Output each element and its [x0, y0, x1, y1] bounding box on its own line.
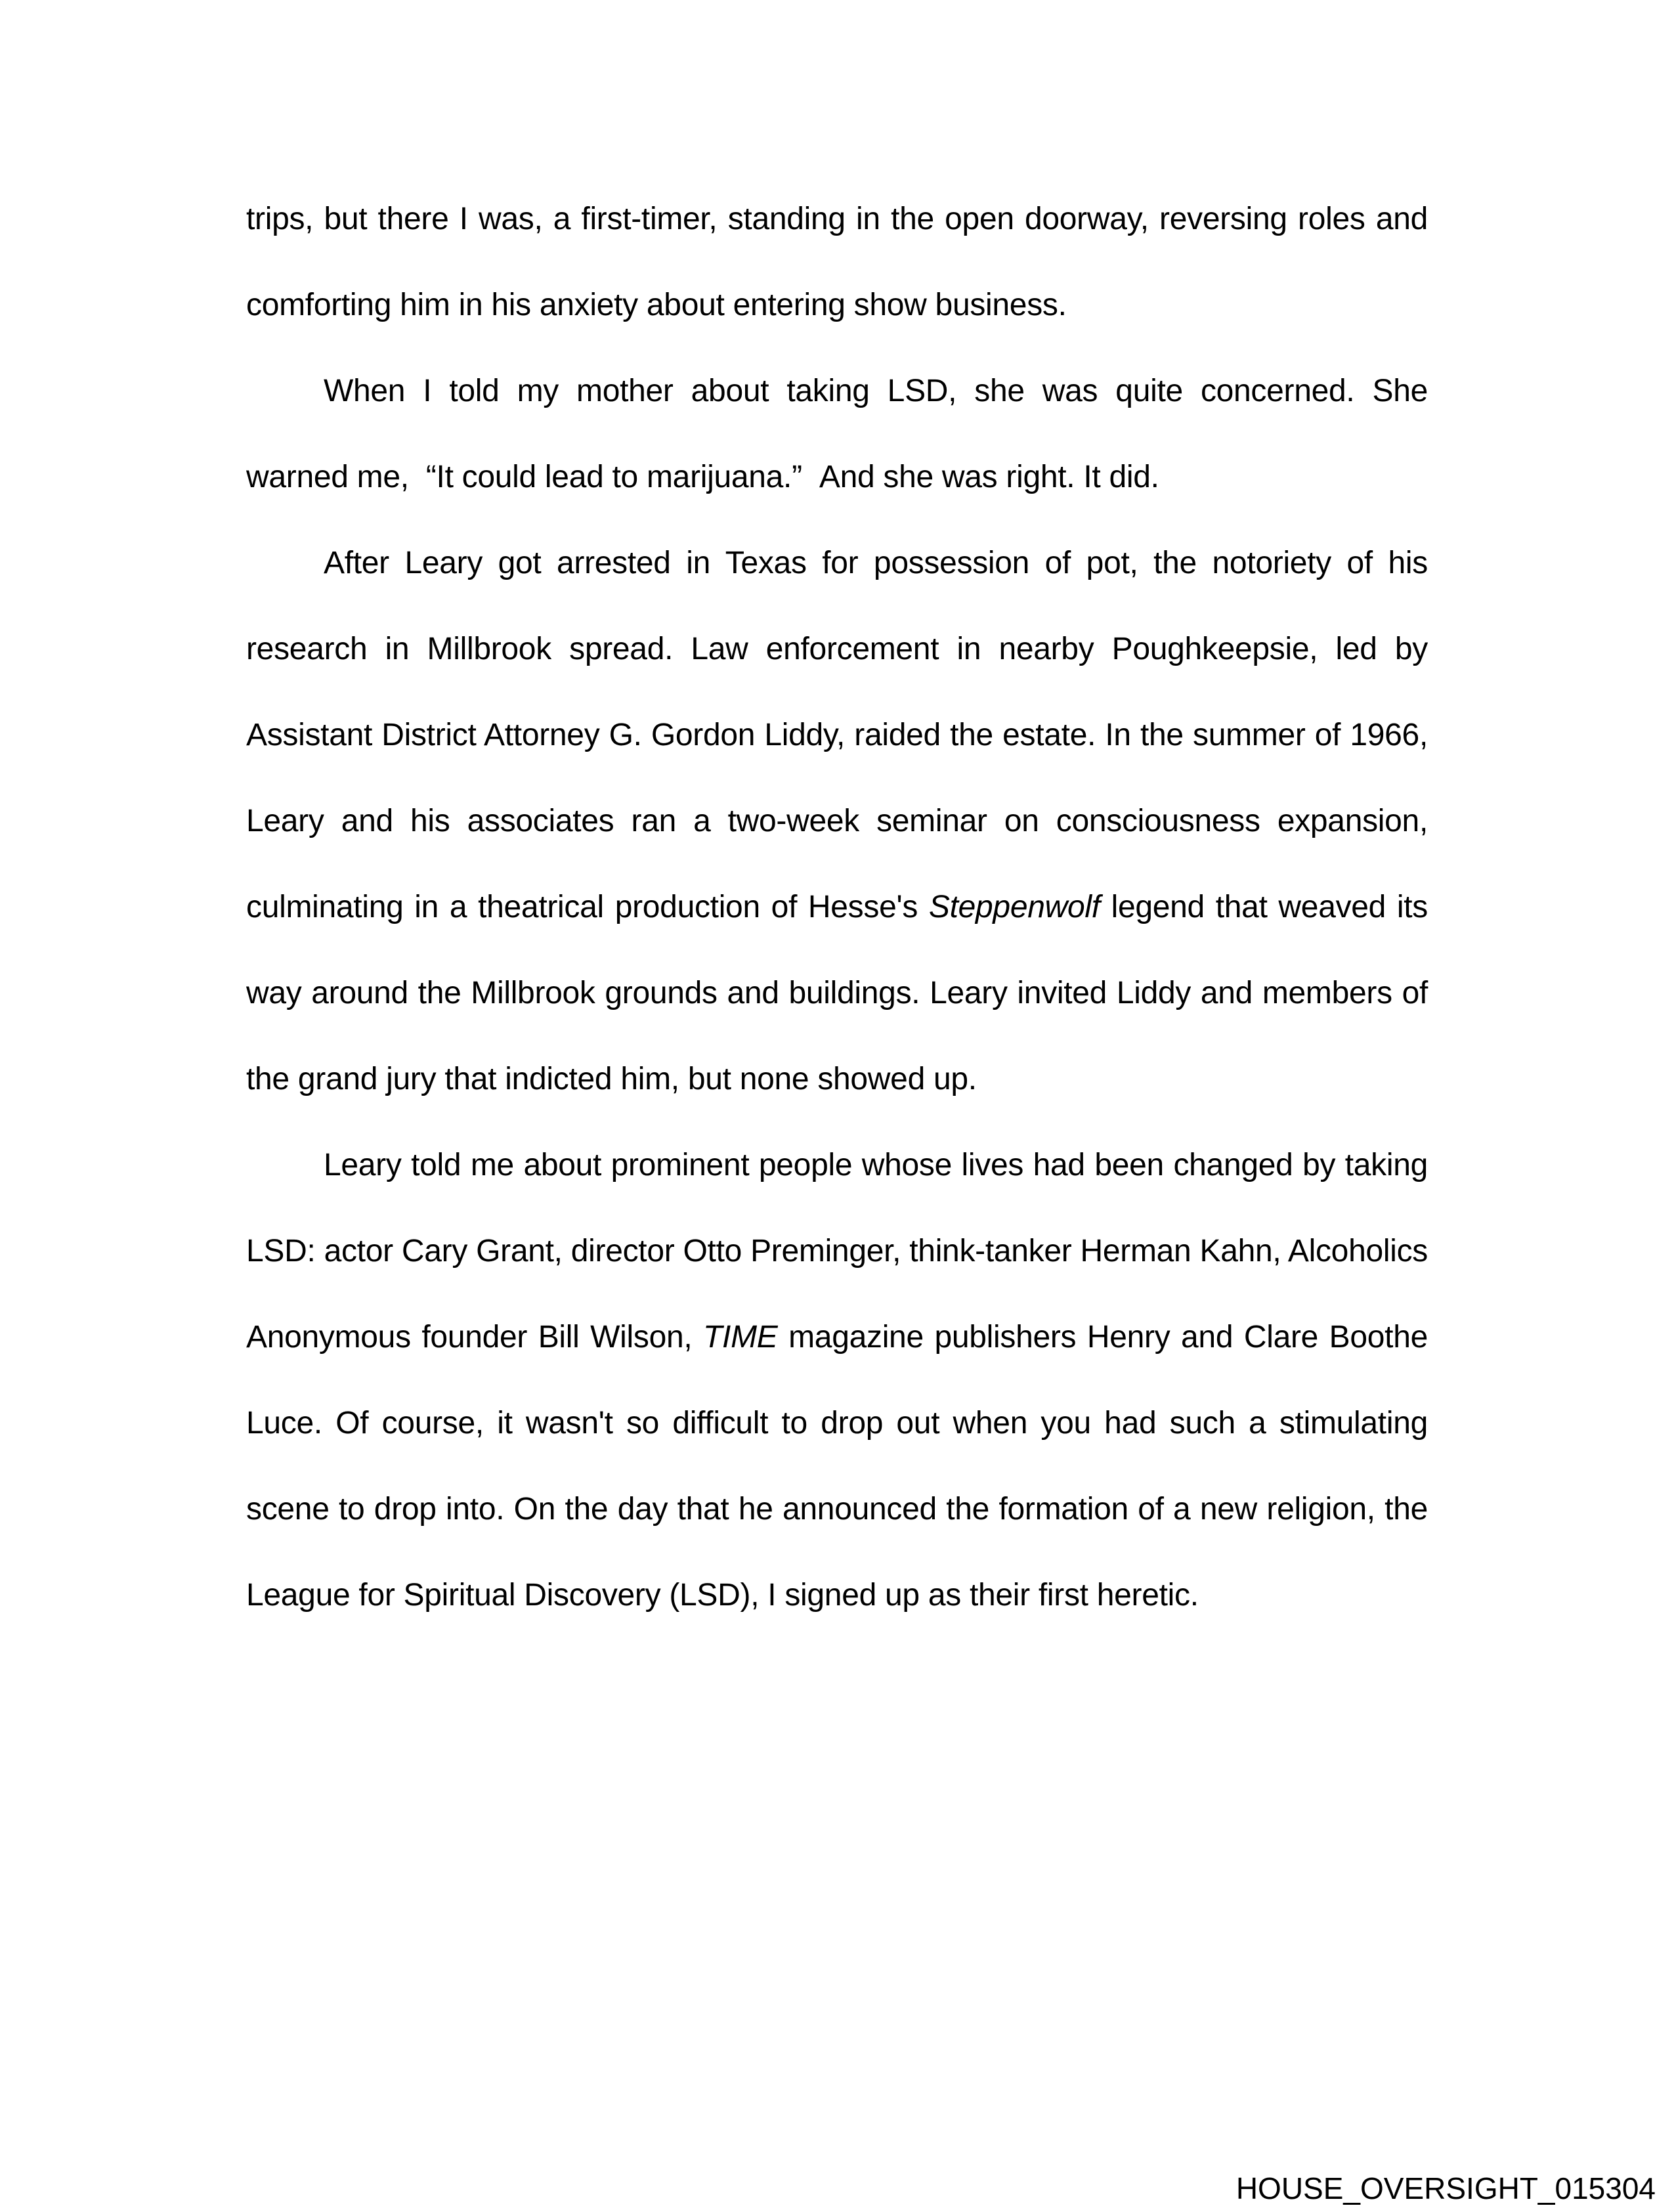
text-segment: Leary told me about prominent people whose lives had been changed by taking LSD: actor Cary Grant, director Otto Preminger, think-tanker Herman Kahn, Alcoholics Anonymous founder Bill Wilson,	[246, 1148, 1428, 1355]
text-segment: When I told my mother about taking LSD, she was quite concerned. She warned me, “It could lead to marijuana.” And she was right. It did.	[246, 374, 1428, 494]
italic-text-segment: TIME	[703, 1320, 778, 1355]
italic-text-segment: Steppenwolf	[928, 890, 1100, 924]
paragraph	[246, 348, 1428, 520]
paragraph	[246, 176, 1428, 348]
document-body	[246, 176, 1428, 1638]
text-segment: After Leary got arrested in Texas for possession of pot, the notoriety of his research in Millbrook spread. Law enforcement in nearby Poughkeepsie, led by Assistant District Attorney G. Gordon Liddy, raided the estate. In the summer of 1966, Leary and his associates ran a two-week seminar on consciousness expansion, culminating in a theatrical production of Hesse's	[246, 546, 1428, 924]
text-segment: trips, but there I was, a first-timer, standing in the open doorway, reversing roles and comforting him in his anxiety about entering show business.	[246, 202, 1428, 322]
text-segment: magazine publishers Henry and Clare Boothe Luce. Of course, it wasn't so difficult to drop out when you had such a stimulating scene to drop into. On the day that he announced the formation of a new religion, the League for Spiritual Discovery (LSD), I signed up as their first heretic.	[246, 1320, 1428, 1613]
paragraph	[246, 520, 1428, 1122]
bates-number: HOUSE_OVERSIGHT_015304	[1235, 2171, 1656, 2206]
paragraph	[246, 1122, 1428, 1638]
text-segment: legend that weaved its way around the Millbrook grounds and buildings. Leary invited Liddy and members of the grand jury that indicted him, but none showed up.	[246, 890, 1428, 1096]
